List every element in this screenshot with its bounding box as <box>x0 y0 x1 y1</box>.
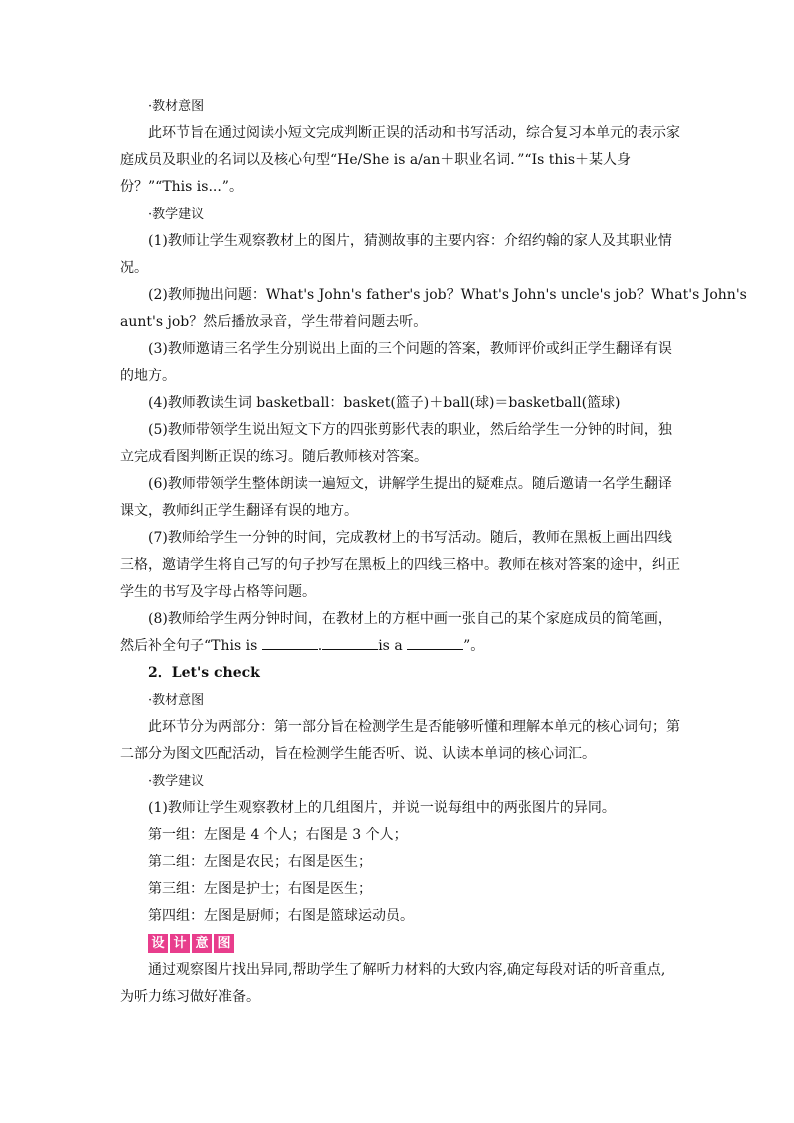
document-content <box>120 93 747 1011</box>
section2-intent-heading: ·教材意图 <box>148 693 205 708</box>
section1-intent-line-2: 庭成员及职业的名词以及核心句型“He/She is a/an＋职业名词．”“Is this＋某人身 <box>120 152 632 168</box>
fill-blank-2 <box>322 635 378 650</box>
suggest-item-4: (4)教师教读生词 basketball：basket(篮子)＋ball(球)＝basketball(篮球) <box>148 395 621 411</box>
suggest-item-7-cont-1: 三格，邀请学生将自己写的句子抄写在黑板上的四线三格中。教师在核对答案的途中，纠正 <box>120 557 680 573</box>
design-intent-badge <box>148 934 234 953</box>
suggest-item-6-cont: 课文，教师纠正学生翻译有误的地方。 <box>120 503 358 519</box>
fill-sentence-mid1: . <box>317 638 323 654</box>
suggest-item-2: (2)教师抛出问题：What's John's father's job？What's John's uncle's job？What's John's <box>148 287 747 303</box>
suggest-item-6: (6)教师带领学生整体朗读一遍短文，讲解学生提出的疑难点。随后邀请一名学生翻译 <box>148 476 672 492</box>
section1-intent-line-1: 此环节旨在通过阅读小短文完成判断正误的活动和书写活动，综合复习本单元的表示家 <box>148 125 680 141</box>
fill-blank-1 <box>262 635 318 650</box>
suggest-item-3-cont: 的地方。 <box>120 368 176 384</box>
suggest-item-8-cont <box>120 633 676 660</box>
group-4: 第四组：左图是厨师；右图是篮球运动员。 <box>148 908 414 924</box>
section1-suggest-heading: ·教学建议 <box>148 207 205 222</box>
design-line-2: 为听力练习做好准备。 <box>120 989 260 1005</box>
badge-char-2: 计 <box>170 934 190 953</box>
fill-blank-3 <box>407 635 463 650</box>
suggest-item-1-cont: 况。 <box>120 260 148 276</box>
fill-sentence-mid2: is a <box>378 638 408 654</box>
fill-sentence-suffix: ”。 <box>463 638 485 654</box>
badge-char-1: 设 <box>148 934 168 953</box>
section2-suggest-heading: ·教学建议 <box>148 774 205 789</box>
badge-char-3: 意 <box>192 934 212 953</box>
section2-intent-line-1: 此环节分为两部分：第一部分旨在检测学生是否能够听懂和理解本单元的核心词句；第 <box>148 719 680 735</box>
suggest-item-3: (3)教师邀请三名学生分别说出上面的三个问题的答案，教师评价或纠正学生翻译有误 <box>148 341 672 357</box>
group-1: 第一组：左图是 4 个人；右图是 3 个人； <box>148 827 408 843</box>
check-item-1: (1)教师让学生观察教材上的几组图片，并说一说每组中的两张图片的异同。 <box>148 800 616 816</box>
suggest-item-1: (1)教师让学生观察教材上的图片，猜测故事的主要内容：介绍约翰的家人及其职业情 <box>148 233 672 249</box>
badge-char-4: 图 <box>214 934 234 953</box>
suggest-item-5-cont: 立完成看图判断正误的练习。随后教师核对答案。 <box>120 449 428 465</box>
design-intent-badge-row <box>120 930 676 957</box>
suggest-item-5: (5)教师带领学生说出短文下方的四张剪影代表的职业，然后给学生一分钟的时间，独 <box>148 422 672 438</box>
section2-intent-line-2: 二部分为图文匹配活动，旨在检测学生能否听、说、认读本单词的核心词汇。 <box>120 746 596 762</box>
suggest-item-7-cont-2: 学生的书写及字母占格等问题。 <box>120 584 316 600</box>
section1-intent-heading: ·教材意图 <box>148 99 205 114</box>
section2-title: 2．Let's check <box>148 665 260 681</box>
suggest-item-2-cont: aunt's job？然后播放录音，学生带着问题去听。 <box>120 314 428 330</box>
fill-sentence-prefix: 然后补全句子“This is <box>120 638 262 654</box>
section1-intent-line-3: 份？”“This is...”。 <box>120 179 243 195</box>
suggest-item-7: (7)教师给学生一分钟的时间，完成教材上的书写活动。随后，教师在黑板上画出四线 <box>148 530 672 546</box>
design-line-1: 通过观察图片找出异同,帮助学生了解听力材料的大致内容,确定每段对话的听音重点, <box>148 962 666 978</box>
suggest-item-8: (8)教师给学生两分钟时间，在教材上的方框中画一张自己的某个家庭成员的简笔画， <box>148 611 672 627</box>
group-2: 第二组：左图是农民；右图是医生； <box>148 854 372 870</box>
group-3: 第三组：左图是护士；右图是医生； <box>148 881 372 897</box>
